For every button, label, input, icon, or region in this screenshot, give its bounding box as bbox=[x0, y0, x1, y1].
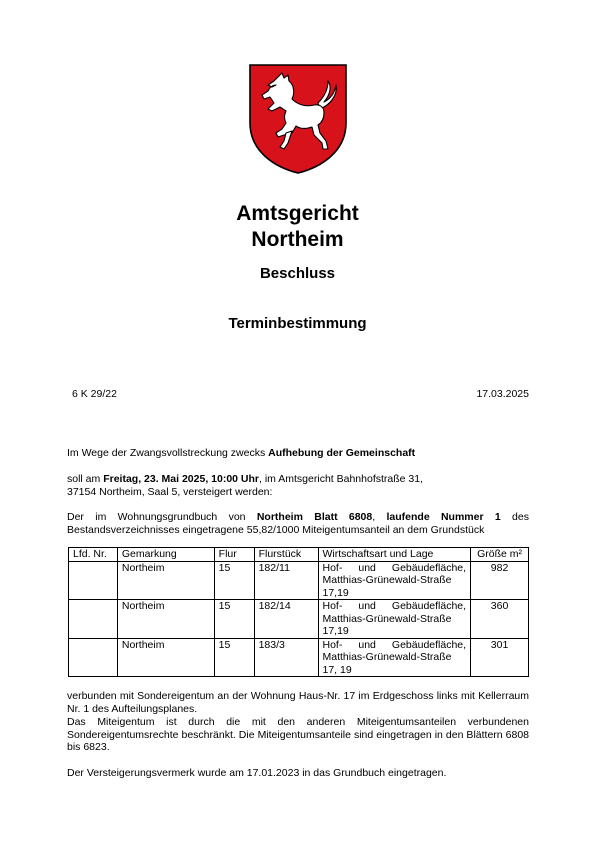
table-row bbox=[69, 600, 529, 639]
col-header-groesse: Größe m² bbox=[471, 548, 529, 562]
document-date: 17.03.2025 bbox=[476, 388, 529, 400]
table-row bbox=[69, 561, 529, 600]
property-sep: , bbox=[372, 511, 387, 523]
parcel-table bbox=[68, 547, 529, 677]
cell-flur: 15 bbox=[214, 638, 254, 677]
property-post: des Bestandsverzeichnisses eingetragene 55,82/1000 Miteigentumsanteil an dem Grundstück bbox=[67, 511, 529, 536]
col-header-gemarkung: Gemarkung bbox=[117, 548, 214, 562]
document-subtitle: Terminbestimmung bbox=[228, 315, 367, 332]
cell-lfd-nr bbox=[69, 561, 118, 600]
cell-flurstueck: 183/3 bbox=[254, 638, 318, 677]
auction-datetime: Freitag, 23. Mai 2025, 10:00 Uhr bbox=[103, 473, 260, 485]
auction-location: , im Amtsgericht Bahnhofstraße 31, bbox=[259, 473, 424, 485]
col-header-flurstueck: Flurstück bbox=[254, 548, 318, 562]
register-note-paragraph: Der Versteigerungsvermerk wurde am 17.01.2023 in das Grundbuch eingetragen. bbox=[67, 767, 447, 779]
file-number: 6 K 29/22 bbox=[72, 388, 117, 400]
property-paragraph bbox=[67, 511, 529, 536]
co-ownership-paragraph: Das Miteigentum ist durch die mit den anderen Miteigentumsanteilen verbundenen Sondereigentumsrechte beschränkt. Die Miteigentumsanteile sind eingetragen in den Blättern 6808 bis 6823. bbox=[67, 716, 529, 753]
cell-wirtschaftsart: Hof- und Gebäudefläche, Matthias-Grünewald-Straße 17,19 bbox=[318, 561, 471, 600]
court-name-line2: Northeim bbox=[251, 228, 344, 251]
land-register-sheet: Northeim Blatt 6808 bbox=[256, 511, 373, 523]
lower-saxony-coat-of-arms-icon bbox=[248, 63, 348, 175]
table-header-row bbox=[69, 548, 529, 562]
intro-text: Im Wege der Zwangsvollstreckung zwecks bbox=[67, 447, 269, 459]
cell-lfd-nr bbox=[69, 638, 118, 677]
col-header-lfd-nr: Lfd. Nr. bbox=[69, 548, 118, 562]
cell-wirtschaftsart: Hof- und Gebäudefläche, Matthias-Grünewald-Straße 17,19 bbox=[318, 600, 471, 639]
cell-groesse: 301 bbox=[471, 638, 529, 677]
col-header-wirtschaftsart: Wirtschaftsart und Lage bbox=[318, 548, 471, 562]
auction-pre: soll am bbox=[67, 473, 104, 485]
col-header-flur: Flur bbox=[214, 548, 254, 562]
court-name-line1: Amtsgericht bbox=[236, 202, 359, 225]
table-row bbox=[69, 638, 529, 677]
cell-wirtschaftsart: Hof- und Gebäudefläche, Matthias-Grünewald-Straße 17, 19 bbox=[318, 638, 471, 677]
cell-groesse: 360 bbox=[471, 600, 529, 639]
cell-gemarkung: Northeim bbox=[117, 638, 214, 677]
intro-paragraph bbox=[67, 447, 415, 460]
cell-flurstueck: 182/11 bbox=[254, 561, 318, 600]
cell-flurstueck: 182/14 bbox=[254, 600, 318, 639]
property-pre: Der im Wohnungsgrundbuch von bbox=[67, 511, 257, 523]
cell-groesse: 982 bbox=[471, 561, 529, 600]
cell-gemarkung: Northeim bbox=[117, 561, 214, 600]
document-type: Beschluss bbox=[259, 265, 336, 282]
cell-gemarkung: Northeim bbox=[117, 600, 214, 639]
auction-date-paragraph bbox=[67, 473, 529, 498]
auction-location-line2: 37154 Northeim, Saal 5, versteigert werden: bbox=[67, 485, 273, 498]
special-ownership-paragraph: verbunden mit Sondereigentum an der Wohnung Haus-Nr. 17 im Erdgeschoss links mit Kellerraum Nr. 1 des Aufteilungsplanes. bbox=[67, 690, 529, 715]
running-number: laufende Nummer 1 bbox=[386, 511, 501, 523]
cell-flur: 15 bbox=[214, 561, 254, 600]
cell-flur: 15 bbox=[214, 600, 254, 639]
intro-emphasis: Aufhebung der Gemeinschaft bbox=[268, 447, 416, 459]
cell-lfd-nr bbox=[69, 600, 118, 639]
